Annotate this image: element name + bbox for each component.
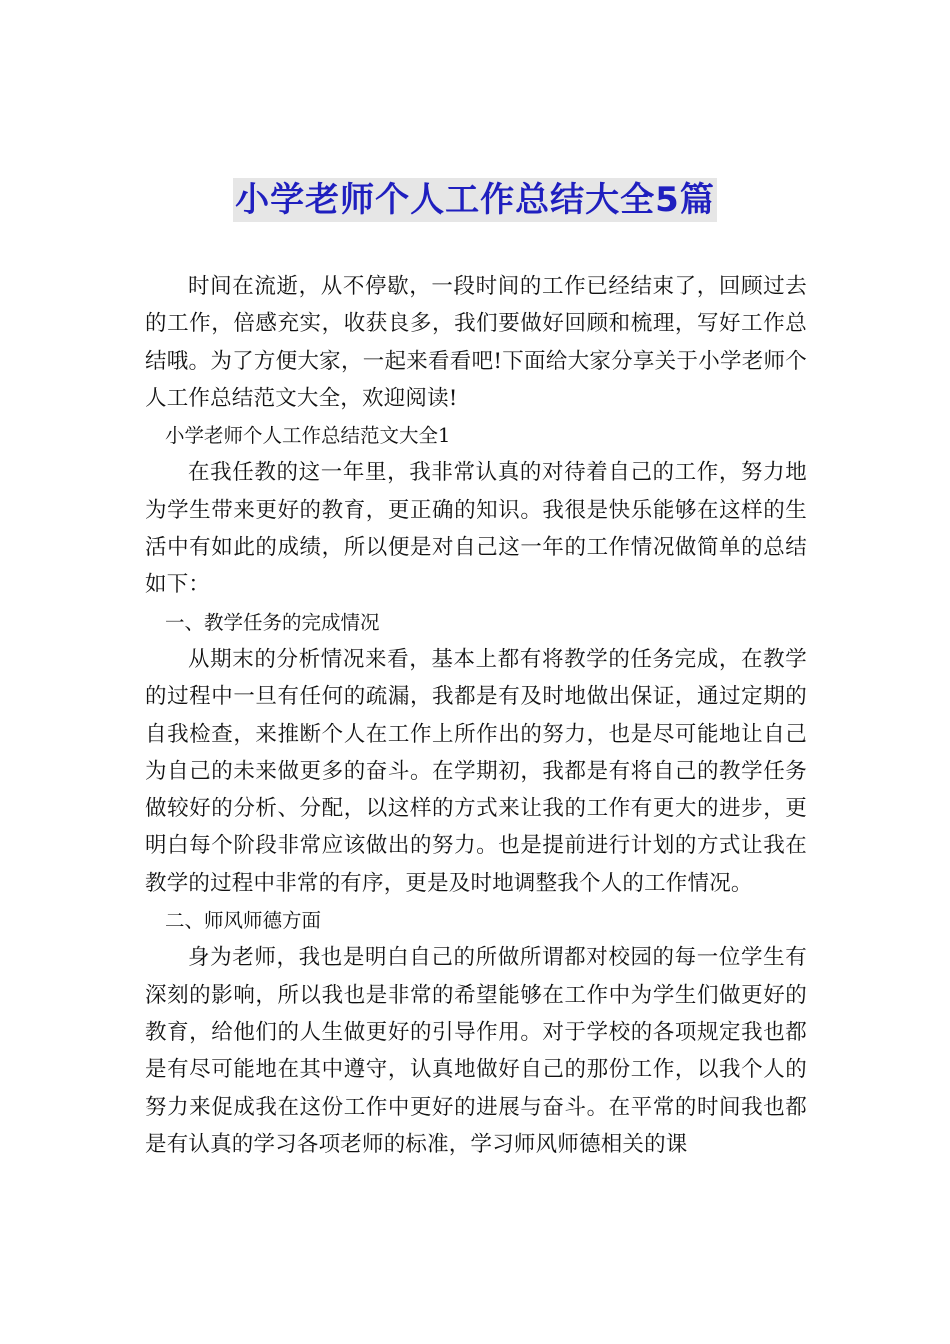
subheading-teaching-tasks: 一、教学任务的完成情况: [165, 610, 380, 634]
title-container: [0, 178, 950, 222]
teaching-tasks-paragraph: 从期末的分析情况来看，基本上都有将教学的任务完成，在教学的过程中一旦有任何的疏漏，我都是有及时地做出保证，通过定期的自我检查，来推断个人在工作上所作出的努力，也是尽可能地让自己为自己的未来做更多的奋斗。在学期初，我都是有将自己的教学任务做较好的分析、分配，以这样的方式来让我的工作有更大的进步，更明白每个阶段非常应该做出的努力。也是提前进行计划的方式让我在教学的过程中非常的有序，更是及时地调整我个人的工作情况。: [145, 646, 807, 896]
document-body: [145, 268, 807, 1163]
intro-paragraph: 时间在流逝，从不停歇，一段时间的工作已经结束了，回顾过去的工作，倍感充实，收获良多，我们要做好回顾和梳理，写好工作总结哦。为了方便大家，一起来看看吧!下面给大家分享关于小学老师个人工作总结范文大全，欢迎阅读!: [145, 274, 807, 411]
document-title: 小学老师个人工作总结大全5篇: [235, 180, 715, 220]
teacher-ethics-paragraph: 身为老师，我也是明白自己的所做所谓都对校园的每一位学生有深刻的影响，所以我也是非常的希望能够在工作中为学生们做更好的教育，给他们的人生做更好的引导作用。对于学校的各项规定我也都是有尽可能地在其中遵守，认真地做好自己的那份工作，以我个人的努力来促成我在这份工作中更好的进展与奋斗。在平常的时间我也都是有认真的学习各项老师的标准，学习师风师德相关的课: [145, 945, 807, 1157]
subheading-teacher-ethics: 二、师风师德方面: [165, 909, 322, 933]
essay-1-intro-paragraph: 在我任教的这一年里，我非常认真的对待着自己的工作，努力地为学生带来更好的教育，更正确的知识。我很是快乐能够在这样的生活中有如此的成绩，所以便是对自己这一年的工作情况做简单的总结如下：: [145, 460, 807, 598]
section-heading-essay-1: 小学老师个人工作总结范文大全1: [165, 424, 451, 448]
